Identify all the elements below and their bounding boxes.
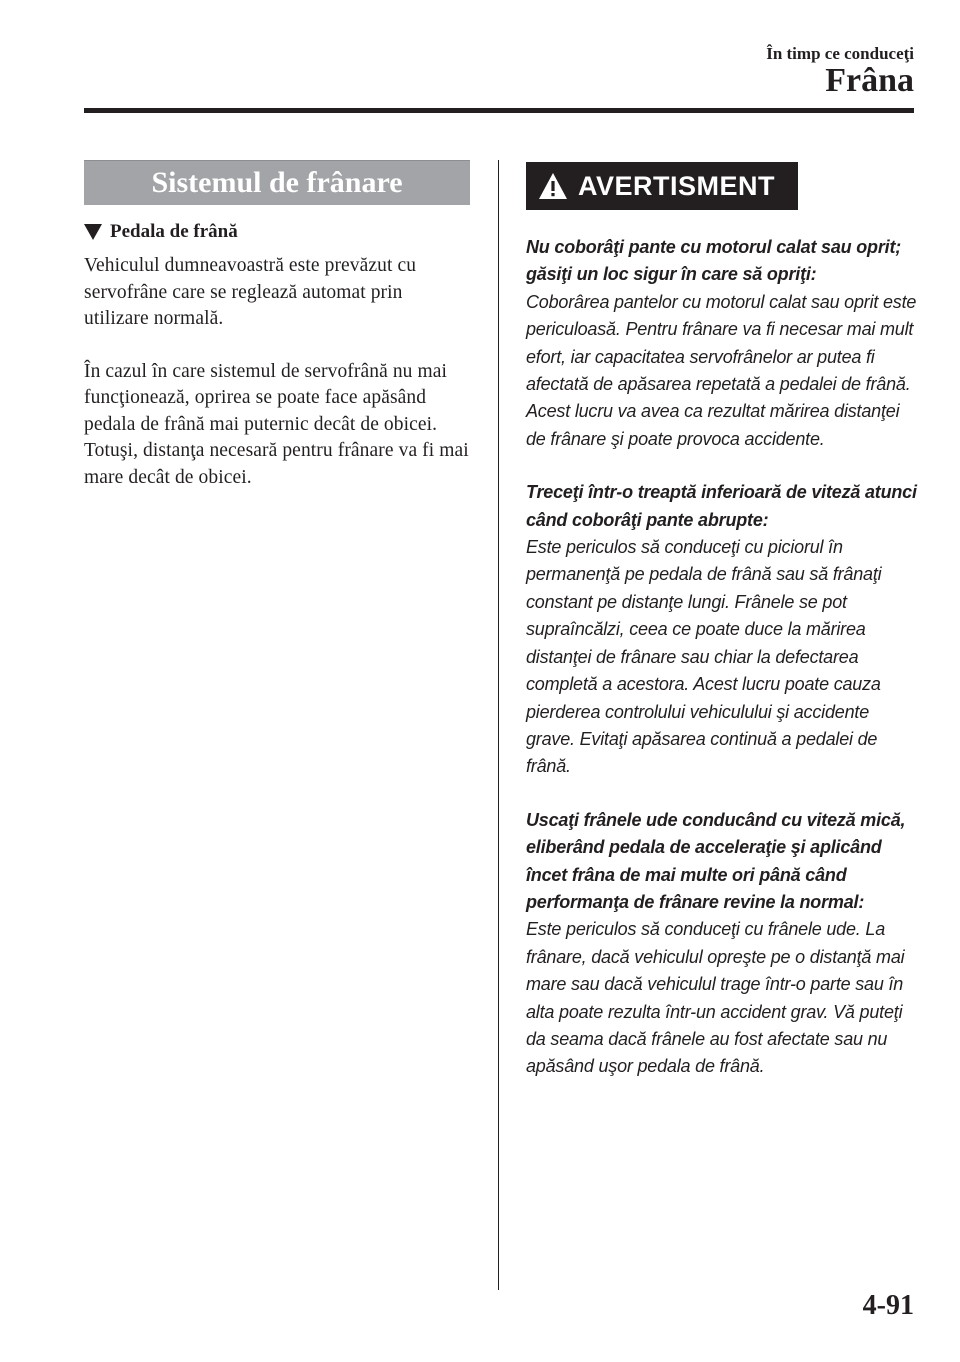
warning-body: Coborârea pantelor cu motorul calat sau oprit este periculoasă. Pentru frânare va fi necesar mai mult efort, iar capacitatea servofrânelor ar putea fi afectată de apăsarea repetată a pedalei de frână. Acest lucru va avea ca rezultat mărirea distanţei de frânare şi poate provoca accidente. xyxy=(526,291,917,449)
warning-heading: Treceţi într-o treaptă inferioară de viteză atunci când coborâţi pante abrupte: xyxy=(526,482,917,530)
warning-block xyxy=(526,807,920,1081)
page-number: 4-91 xyxy=(862,1290,914,1321)
warning-heading: Uscaţi frânele ude conducând cu viteză mică, eliberând pedala de acceleraţie şi aplicând încet frâna de mai multe ori până când performanţa de frânare revine la normal: xyxy=(526,809,906,912)
left-column xyxy=(84,160,470,491)
warning-heading: Nu coborâţi pante cu motorul calat sau oprit; găsiţi un loc sigur în care să opriţi: xyxy=(526,237,902,285)
subheading-text: Pedala de frână xyxy=(110,221,238,242)
subheading xyxy=(84,221,470,243)
right-column xyxy=(526,162,920,1081)
body-paragraph: În cazul în care sistemul de servofrână nu mai funcţionează, oprirea se poate face apăsând pedala de frână mai puternic decât de obicei. Totuşi, distanţa necesară pentru frânare va fi mai mare decât de obicei. xyxy=(84,360,469,488)
warning-body: Este periculos să conduceţi cu frânele ude. La frânare, dacă vehiculul opreşte pe o distanţă mai mare sau dacă vehiculul trage într-o parte sau în alta poate rezulta într-un accident grav. Vă puteţi da seama dacă frânele au fost afectate sau nu apăsând uşor pedala de frână. xyxy=(526,919,905,1077)
warning-banner xyxy=(526,162,798,210)
column-divider xyxy=(498,160,499,1290)
warning-label: AVERTISMENT xyxy=(578,170,776,201)
warning-icon xyxy=(538,172,568,200)
chapter-title: În timp ce conduceţi xyxy=(766,44,914,63)
section-title: Frâna xyxy=(825,62,914,99)
section-banner: Sistemul de frânare xyxy=(84,160,470,205)
warning-body: Este periculos să conduceţi cu piciorul în permanenţă pe pedala de frână sau să frânaţi constant pe distanţe lungi. Frânele se pot supraîncălzi, ceea ce poate duce la mărirea distanţei de frânare sau chiar la defectarea completă a acestora. Acest lucru poate cauza pierderea controlului vehiculului şi accidente grave. Evitaţi apăsarea continuă a pedalei de frână. xyxy=(526,537,882,777)
header-rule xyxy=(84,108,914,113)
body-paragraph: Vehiculul dumneavoastră este prevăzut cu servofrâne care se reglează automat prin utilizare normală. xyxy=(84,255,417,329)
warning-block xyxy=(526,234,920,453)
warning-block xyxy=(526,479,920,780)
triangle-bullet-icon xyxy=(84,224,102,240)
